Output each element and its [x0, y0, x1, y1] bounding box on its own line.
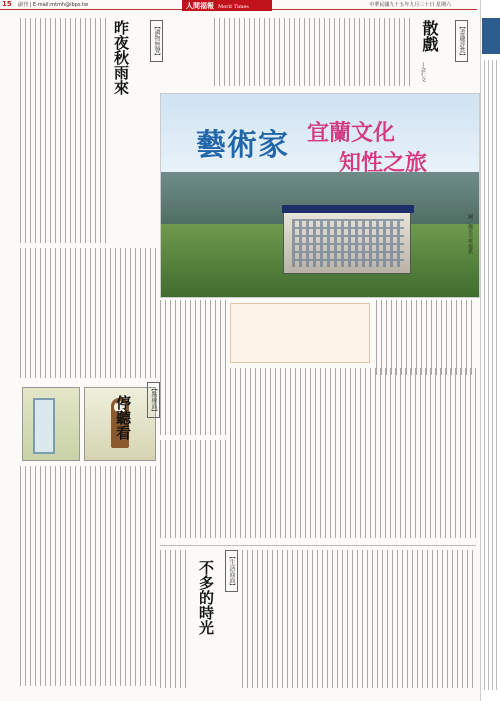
dateline: 中華民國九十五年九月三十日 星期六 — [369, 2, 451, 8]
autumn-rain-body — [20, 18, 106, 243]
feature-intro-box — [230, 303, 370, 363]
time-body-2 — [242, 550, 476, 688]
san-xi-tag: 【書趣評賞】 — [455, 20, 468, 62]
san-xi-author: —念仁文 — [420, 62, 426, 82]
autumn-rain-tag: 【調物無聲】 — [150, 20, 163, 62]
building-roof — [282, 205, 414, 213]
feature-body-4 — [160, 440, 226, 538]
san-xi-title: 散戲 — [420, 20, 439, 52]
adjacent-page-text — [484, 60, 498, 690]
university-building — [283, 212, 411, 274]
feature-body-3 — [230, 368, 476, 538]
feature-photo — [160, 93, 480, 298]
feature-body-1 — [160, 300, 226, 435]
stop-listen-body — [20, 466, 156, 686]
door-image — [33, 398, 55, 454]
photo-credit: 圖／佛光大學提供 — [467, 214, 473, 254]
time-title: 不多的時光 — [197, 560, 215, 635]
time-body-1 — [160, 550, 190, 688]
feature-body-2 — [376, 300, 476, 375]
masthead-title: 人間福報 — [186, 1, 214, 10]
stop-listen-title: 停聽看 — [114, 395, 132, 440]
adjacent-page-edge — [480, 0, 500, 701]
adjacent-page-tab — [482, 18, 500, 54]
feature-title-yilan: 宜蘭文化 — [307, 121, 396, 146]
san-xi-body — [214, 18, 410, 86]
masthead-english: Merit Times — [218, 4, 249, 10]
feature-title-journey: 知性之旅 — [339, 151, 428, 176]
page-header — [0, 0, 477, 10]
feature-title-artist: 藝術家 — [196, 128, 289, 163]
section-label: 副刊 | E-mail:mtmh@ibps.tw — [18, 2, 89, 8]
door-photo — [22, 387, 80, 461]
masthead — [182, 0, 272, 11]
autumn-rain-title: 昨夜秋雨來 — [112, 20, 130, 95]
autumn-rain-body-2 — [20, 248, 158, 378]
time-tag: 【生活面面】 — [225, 550, 238, 592]
stop-listen-tag: 【點線面】 — [147, 382, 160, 418]
divider — [160, 545, 476, 546]
page-number: 15 — [2, 0, 12, 8]
building-windows — [292, 219, 404, 267]
